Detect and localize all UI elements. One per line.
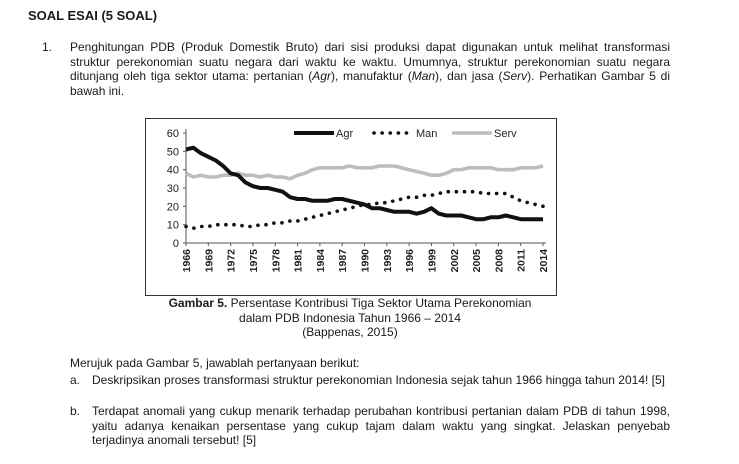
- question-text-part: Penghitungan PDB (Produk Domestik Bruto) dari sisi produksi dapat digunakan untuk melihat transformasi struktur perekonomian suatu negara dari waktu ke waktu. Umumnya, struktur perekonomian suatu negara ditunjang oleh tiga sektor utama: pertanian (: [70, 40, 670, 83]
- legend-label-serv: Serv: [494, 128, 517, 140]
- x-tick-label: 1981: [292, 249, 305, 273]
- agr-term: Agr: [312, 69, 331, 83]
- y-tick-label: 30: [166, 183, 179, 195]
- x-tick-label: 1990: [359, 249, 372, 273]
- caption-label: Gambar 5.: [168, 296, 228, 310]
- x-tick-label: 1993: [381, 249, 394, 273]
- subquestion-b: [70, 404, 670, 448]
- x-tick-label: 2002: [448, 249, 461, 273]
- series-line-agr: [186, 148, 543, 220]
- sector-contribution-chart: [146, 119, 556, 295]
- x-tick-label: 1978: [270, 249, 283, 273]
- x-tick-label: 2014: [538, 249, 550, 273]
- man-term: Man: [411, 69, 436, 83]
- x-tick-label: 2005: [471, 249, 484, 273]
- subquestion-label: b.: [70, 404, 81, 418]
- legend-label-man: Man: [416, 128, 438, 140]
- y-tick-label: 0: [172, 238, 179, 250]
- x-tick-label: 1972: [225, 249, 238, 273]
- x-tick-label: 2008: [493, 249, 506, 273]
- section-heading: SOAL ESAI (5 SOAL): [28, 8, 158, 23]
- x-tick-label: 1987: [337, 249, 350, 273]
- legend-label-agr: Agr: [336, 128, 354, 140]
- caption-line-1: [100, 296, 600, 311]
- x-tick-label: 1999: [426, 249, 439, 273]
- subquestion-label: a.: [70, 373, 81, 387]
- question-text-part: ), dan jasa (: [435, 69, 503, 83]
- y-tick-label: 40: [166, 164, 179, 177]
- question-text: [70, 40, 670, 98]
- y-tick-label: 10: [166, 219, 179, 232]
- caption-source: (Bappenas, 2015): [302, 325, 398, 339]
- chart-frame: [145, 118, 557, 296]
- caption-text: Persentase Kontribusi Tiga Sektor Utama Perekonomian: [227, 296, 532, 310]
- subquestion-text: Terdapat anomali yang cukup menarik terhadap perubahan kontribusi pertanian dalam PDB di tahun 1998, yaitu adanya kenaikan persentase yang cukup tajam dalam waktu yang singkat. Jelaskan penyebab terjadinya anomali tersebut! [5]: [92, 404, 670, 447]
- subquestion-a: [70, 373, 670, 388]
- serv-term: Serv: [502, 69, 528, 83]
- question-text-part: ). Perhatikan Gambar 5 di bawah ini.: [70, 69, 670, 98]
- y-tick-label: 60: [166, 128, 179, 140]
- figure-caption: [100, 296, 600, 340]
- y-tick-label: 50: [166, 146, 179, 159]
- x-tick-label: 1996: [404, 249, 417, 273]
- x-tick-label: 1984: [314, 249, 327, 273]
- caption-line-2: dalam PDB Indonesia Tahun 1966 – 2014: [239, 310, 461, 325]
- series-line-man: [186, 192, 543, 229]
- x-tick-label: 2011: [515, 249, 528, 272]
- x-tick-label: 1966: [181, 249, 193, 273]
- question-text-part: ), manufaktur (: [330, 69, 412, 83]
- x-tick-label: 1975: [247, 249, 260, 273]
- x-tick-label: 1969: [203, 249, 216, 273]
- subquestion-text: Deskripsikan proses transformasi struktur perekonomian Indonesia sejak tahun 1966 hingga tahun 2014! [5]: [92, 373, 666, 387]
- instruction-text: Merujuk pada Gambar 5, jawablah pertanyaan berikut:: [70, 356, 360, 370]
- question-number: 1.: [42, 40, 53, 54]
- y-tick-label: 20: [166, 201, 179, 214]
